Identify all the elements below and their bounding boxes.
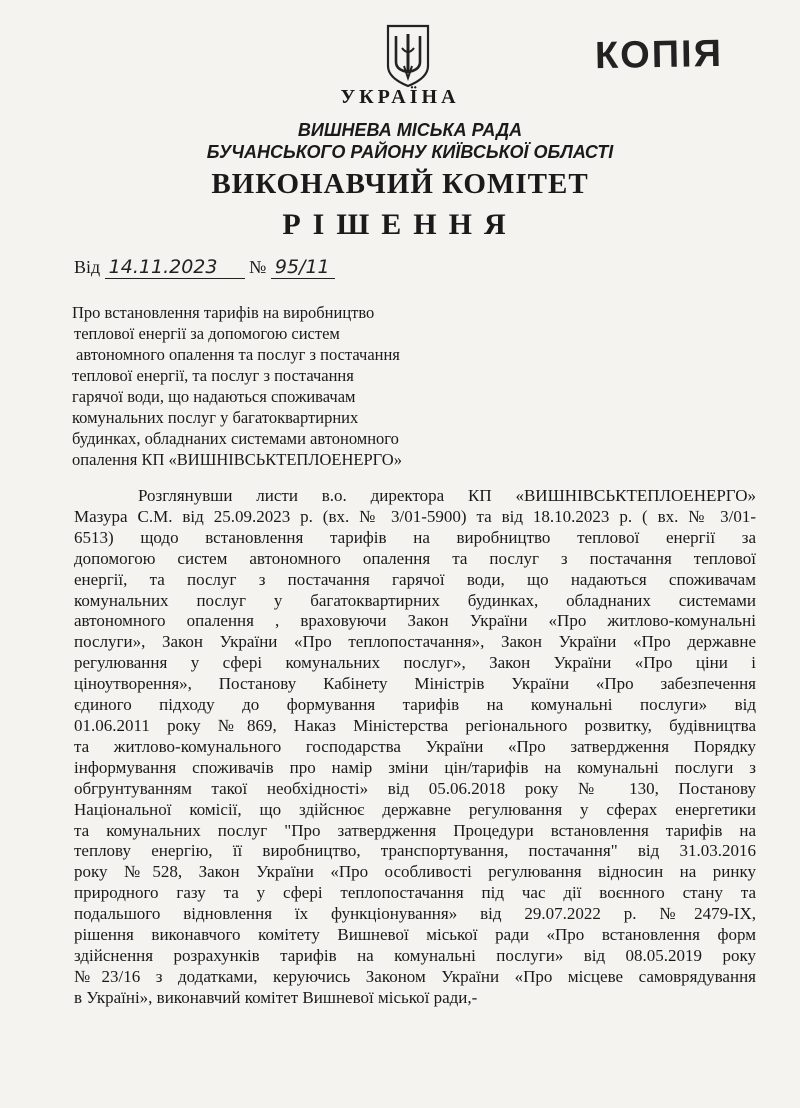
subject-line: теплової енергії за допомогою систем	[74, 324, 340, 343]
council-district: БУЧАНСЬКОГО РАЙОНУ КИЇВСЬКОЇ ОБЛАСТІ	[206, 142, 614, 162]
body-line: регулювання у сфері комунальних послуг», Закон України «Про ціни і	[74, 653, 756, 673]
body-line: в Україні», виконавчий комітет Вишневої міської ради,-	[74, 987, 478, 1007]
body-line: послуги», Закон України «Про теплопостачання», Закон України «Про державне	[74, 632, 756, 652]
body-line: ціноутворення», Постанову Кабінету Міністрів України «Про забезпечення	[74, 674, 756, 694]
body-line: допомогою систем автономного опалення та послуг з постачання теплової	[74, 548, 756, 568]
body-line: енергії, та послуг з постачання гарячої води, що надаються споживачам	[74, 569, 756, 589]
body-line: та комунальних послуг "Про затвердження Процедури встановлення тарифів на	[74, 820, 756, 840]
decision-body	[74, 486, 756, 1009]
subject-line: Про встановлення тарифів на виробництво	[72, 303, 375, 322]
body-line: року №528, Закон України «Про особливості регулювання відносин на ринку	[74, 862, 756, 882]
body-line: теплову енергію, її виробництво, транспортування, постачання" від 31.03.2016	[74, 841, 756, 861]
body-line: Мазура С.М. від 25.09.2023 р. (вх. № 3/01-5900) та від 18.10.2023 р. ( вх. № 3/01-	[74, 506, 756, 526]
body-line: 01.06.2011 року №869, Наказ Міністерства регіонального розвитку, будівництва	[74, 715, 756, 735]
subject-line: гарячої води, що надаються споживачам	[72, 387, 356, 406]
decision-title: РІШЕННЯ	[282, 208, 518, 241]
trident-emblem-icon	[382, 22, 434, 88]
body-line: Національної комісії, що здійснює державне регулювання у сферах енергетики	[74, 799, 756, 819]
body-line: Розглянувши листи в.о. директора КП «ВИШНІВСЬКТЕПЛОЕНЕРГО»	[138, 486, 756, 505]
subject-line: будинках, обладнаних системами автономного	[72, 429, 399, 448]
subject-line: автономного опалення та послуг з постачання	[76, 345, 400, 364]
body-line: автономного опалення , враховуючи Закон України «Про житлово-комунальні	[74, 611, 756, 631]
handwritten-number: 95/11	[271, 256, 335, 279]
subject-line: теплової енергії, та послуг з постачання	[72, 366, 354, 385]
body-line: 6513) щодо встановлення тарифів на виробництво теплової енергії за	[74, 527, 756, 547]
number-label: №	[249, 257, 267, 277]
body-line: №23/16 з додатками, керуючись Законом України «Про місцеве самоврядування	[74, 966, 756, 986]
body-line: обгрунтуванням такої необхідності» від 05.06.2018 року № 130, Постанову	[74, 778, 756, 798]
country-heading: УКРАЇНА	[340, 86, 460, 108]
body-line: єдиного підходу до формування тарифів на комунальні послуги» від	[74, 695, 756, 715]
handwritten-date: 14.11.2023	[105, 256, 245, 279]
subject-line: опалення КП «ВИШНІВСЬКТЕПЛОЕНЕРГО»	[72, 450, 402, 469]
body-line: та житлово-комунального господарства України «Про затвердження Порядку	[74, 736, 756, 756]
committee-heading: ВИКОНАВЧИЙ КОМІТЕТ	[211, 168, 589, 200]
subject-line: комунальних послуг у багатоквартирних	[72, 408, 359, 427]
decision-subject	[72, 302, 472, 470]
body-line: здійснення розрахунків тарифів на комунальні послуги» від 08.05.2019 року	[74, 945, 756, 965]
body-line: природного газу та у сфері теплопостачання під час дії воєнного стану та	[74, 883, 756, 903]
council-name: ВИШНЕВА МІСЬКА РАДА	[297, 120, 523, 140]
date-number-line	[74, 256, 335, 279]
body-line: комунальних послуг у багатоквартирних будинках, обладнаних системами	[74, 590, 756, 610]
body-line: рішення виконавчого комітету Вишневої міської ради «Про встановлення форм	[74, 925, 756, 945]
date-label: Від	[74, 257, 101, 277]
body-line: інформування споживачів про намір зміни цін/тарифів на комунальні послуги з	[74, 757, 756, 777]
copy-stamp: КОПІЯ	[594, 32, 724, 78]
body-line: подальшого відновлення їх функціонування» від 29.07.2022 р. №2479-IX,	[74, 904, 756, 924]
